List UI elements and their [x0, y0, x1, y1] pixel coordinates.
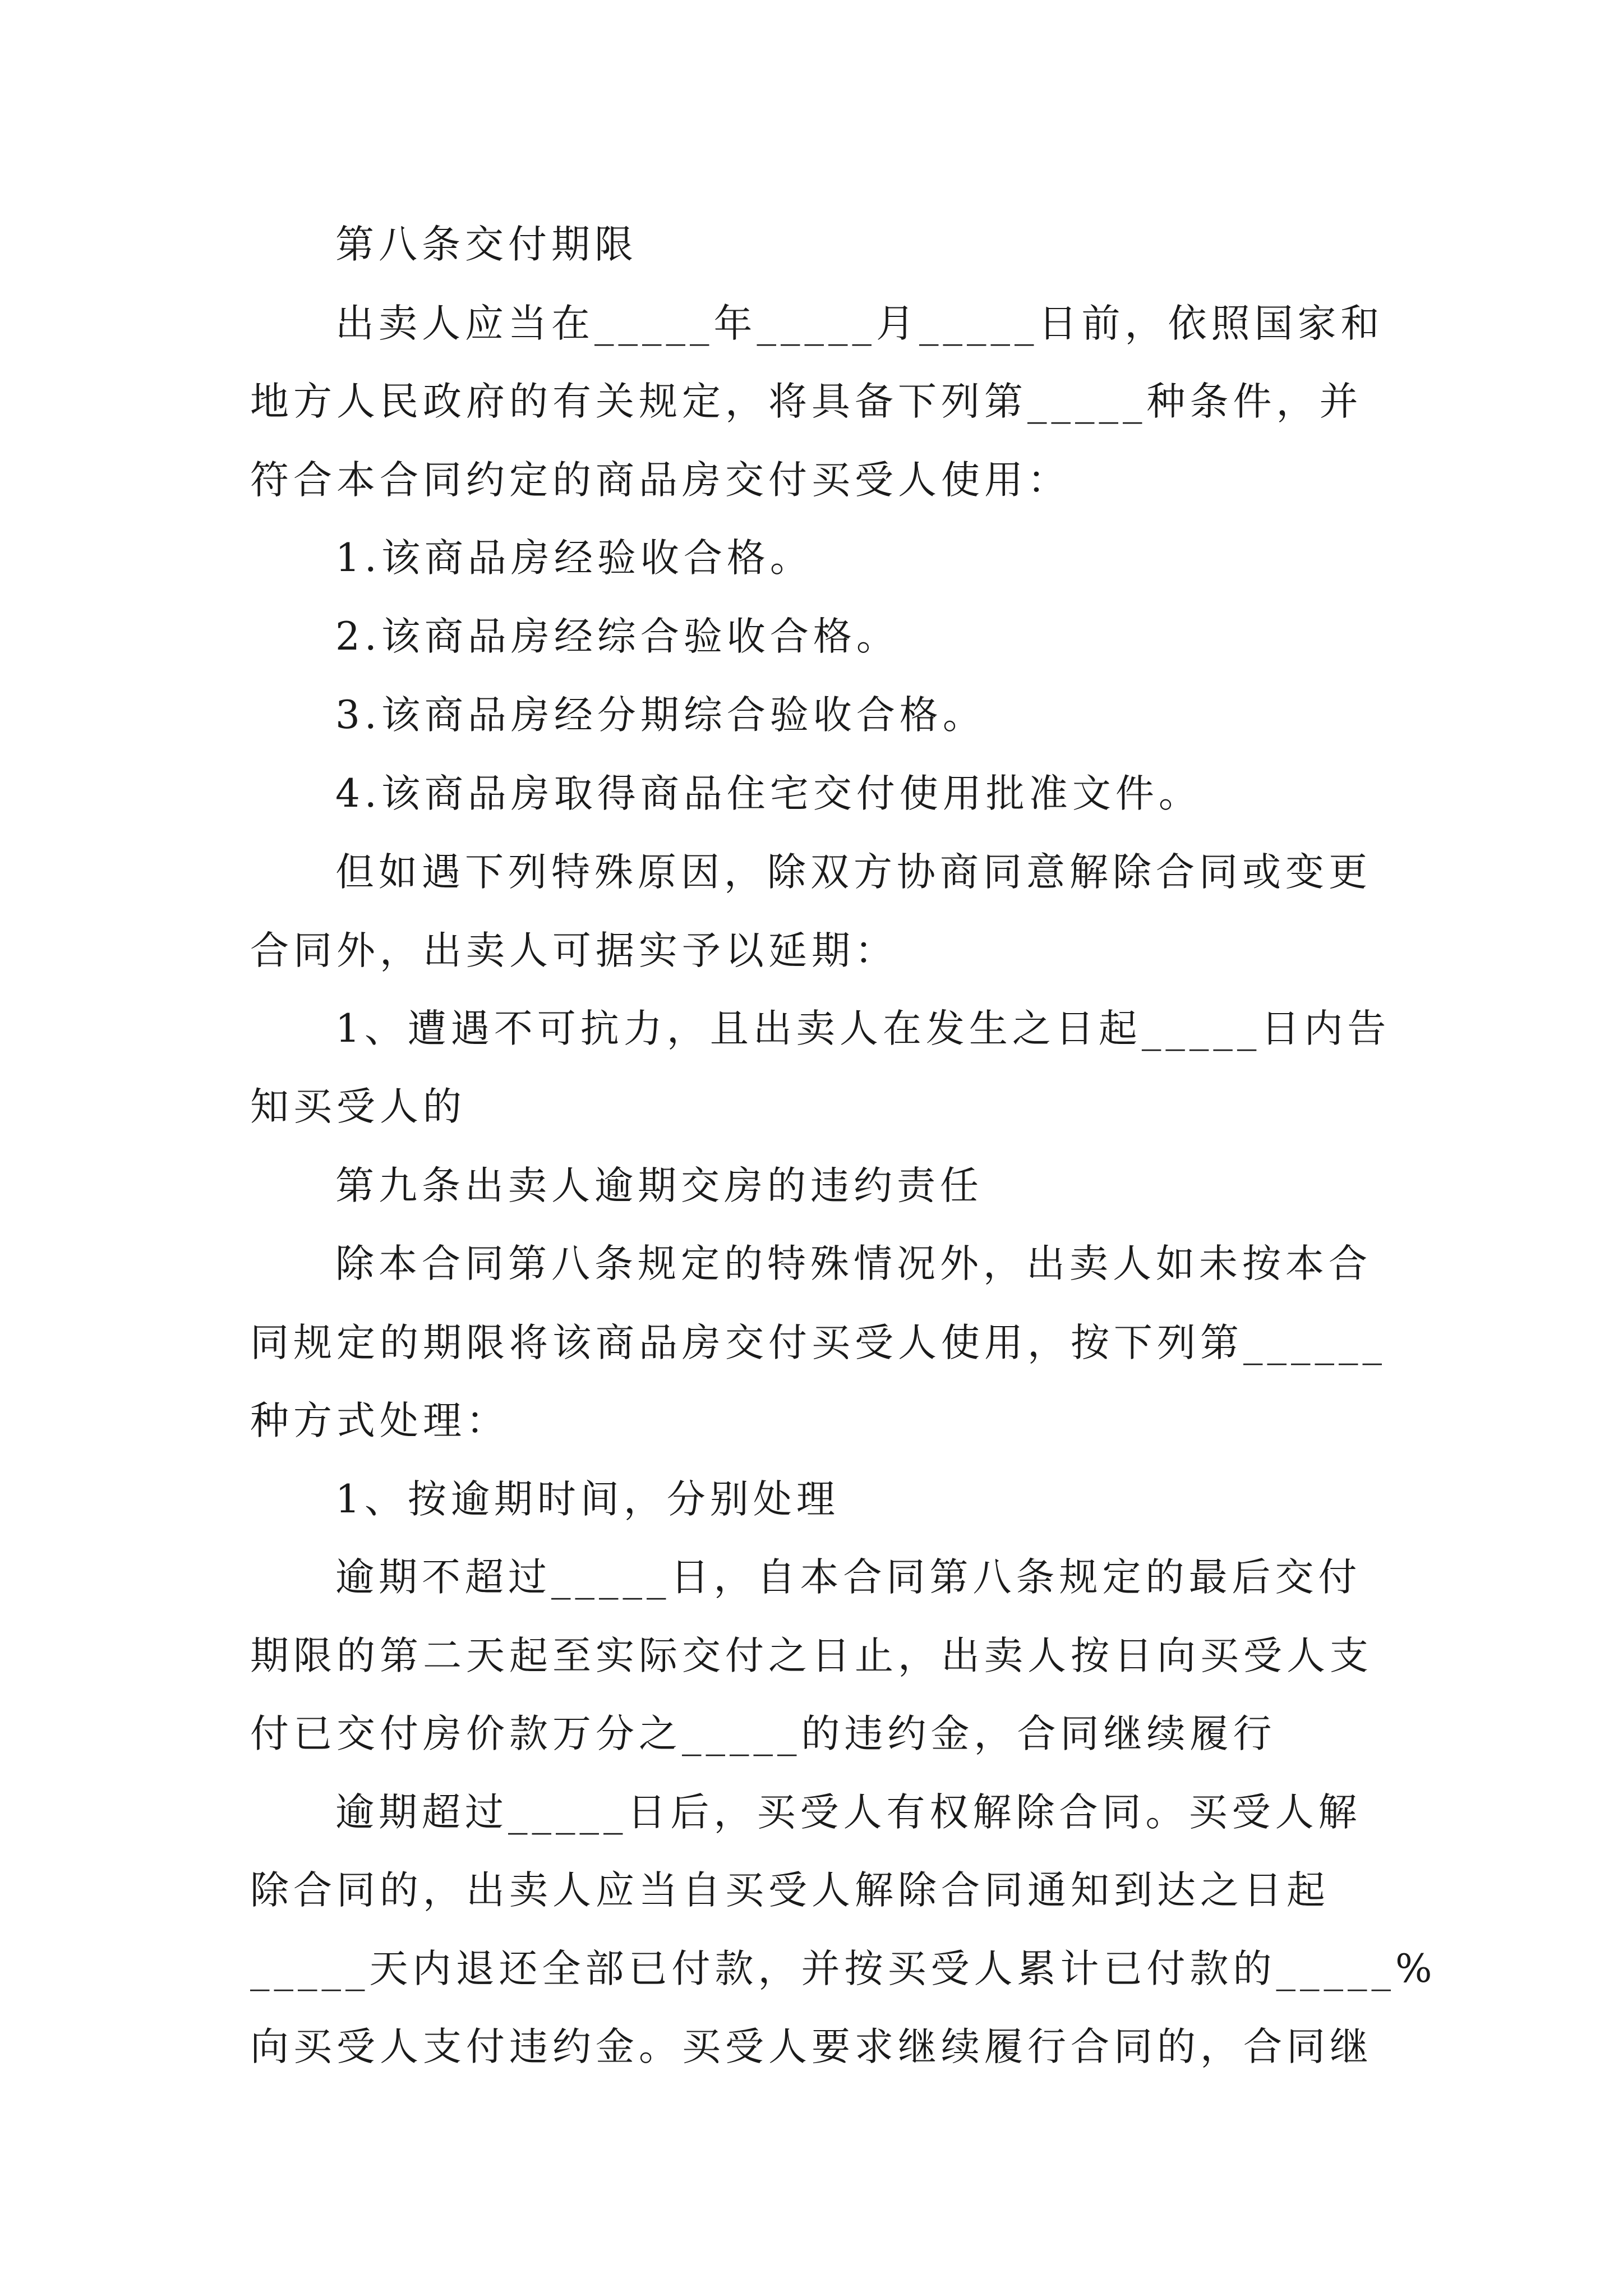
paragraph-line: _____天内退还全部已付款，并按买受人累计已付款的_____%	[250, 1947, 1437, 1991]
paragraph-line: 种方式处理：	[250, 1398, 509, 1443]
paragraph-line: 但如遇下列特殊原因，除双方协商同意解除合同或变更	[335, 850, 1372, 895]
paragraph-line: 向买受人支付违约金。买受人要求继续履行合同的，合同继	[250, 2024, 1373, 2069]
paragraph-line: 除本合同第八条规定的特殊情况外，出卖人如未按本合	[335, 1241, 1372, 1286]
paragraph-line: 期限的第二天起至实际交付之日止，出卖人按日向买受人支	[250, 1634, 1373, 1678]
paragraph-line: 合同外，出卖人可据实予以延期：	[250, 928, 898, 973]
list-item: 4.该商品房取得商品住宅交付使用批准文件。	[335, 771, 1202, 816]
paragraph-line: 知买受人的	[250, 1084, 466, 1129]
article-9-heading: 第九条出卖人逾期交房的违约责任	[335, 1163, 983, 1208]
list-item: 3.该商品房经分期综合验收合格。	[335, 693, 986, 738]
paragraph-line: 符合本合同约定的商品房交付买受人使用：	[250, 458, 1071, 503]
paragraph-line: 逾期超过_____日后，买受人有权解除合同。买受人解	[335, 1790, 1362, 1835]
paragraph-line: 地方人民政府的有关规定，将具备下列第_____种条件，并	[250, 379, 1363, 424]
list-item: 1.该商品房经验收合格。	[335, 536, 813, 581]
paragraph-line: 同规定的期限将该商品房交付买受人使用，按下列第______	[250, 1320, 1386, 1365]
list-item: 1、按逾期时间，分别处理	[335, 1477, 840, 1522]
list-item: 2.该商品房经综合验收合格。	[335, 614, 900, 659]
paragraph-line: 除合同的，出卖人应当自买受人解除合同通知到达之日起	[250, 1868, 1330, 1913]
paragraph-line: 出卖人应当在_____年_____月_____日前，依照国家和	[335, 301, 1384, 346]
article-8-heading: 第八条交付期限	[335, 222, 638, 267]
paragraph-line: 付已交付房价款万分之_____的违约金，合同继续履行	[250, 1711, 1276, 1756]
list-item: 1、遭遇不可抗力，且出卖人在发生之日起_____日内告	[335, 1006, 1391, 1051]
paragraph-line: 逾期不超过_____日，自本合同第八条规定的最后交付	[335, 1555, 1362, 1600]
